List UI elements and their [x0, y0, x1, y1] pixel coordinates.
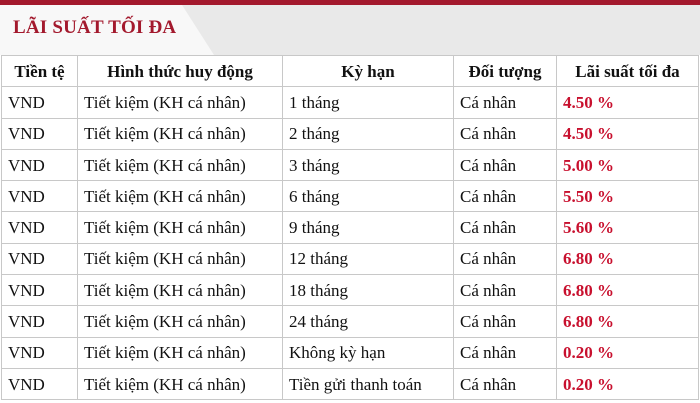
cell-currency: VND — [2, 181, 78, 212]
table-row — [2, 118, 699, 149]
cell-deposit-form: Tiết kiệm (KH cá nhân) — [78, 87, 283, 118]
cell-currency: VND — [2, 87, 78, 118]
cell-deposit-form: Tiết kiệm (KH cá nhân) — [78, 181, 283, 212]
cell-deposit-form: Tiết kiệm (KH cá nhân) — [78, 368, 283, 399]
table-row — [2, 275, 699, 306]
cell-currency: VND — [2, 306, 78, 337]
cell-max-rate: 5.00 % — [557, 149, 699, 180]
cell-term: 2 tháng — [283, 118, 454, 149]
cell-max-rate: 5.60 % — [557, 212, 699, 243]
cell-currency: VND — [2, 368, 78, 399]
column-header-customer-type: Đối tượng — [454, 56, 557, 87]
cell-deposit-form: Tiết kiệm (KH cá nhân) — [78, 118, 283, 149]
cell-max-rate: 6.80 % — [557, 306, 699, 337]
section-title: LÃI SUẤT TỐI ĐA — [13, 17, 177, 38]
interest-rate-table — [1, 55, 699, 400]
cell-max-rate: 5.50 % — [557, 181, 699, 212]
cell-max-rate: 4.50 % — [557, 87, 699, 118]
cell-currency: VND — [2, 275, 78, 306]
table-row — [2, 306, 699, 337]
cell-currency: VND — [2, 149, 78, 180]
table-row — [2, 87, 699, 118]
cell-term: Không kỳ hạn — [283, 337, 454, 368]
cell-max-rate: 0.20 % — [557, 337, 699, 368]
cell-term: 9 tháng — [283, 212, 454, 243]
cell-max-rate: 4.50 % — [557, 118, 699, 149]
cell-customer-type: Cá nhân — [454, 118, 557, 149]
cell-term: 18 tháng — [283, 275, 454, 306]
cell-term: 1 tháng — [283, 87, 454, 118]
cell-term: 6 tháng — [283, 181, 454, 212]
cell-term: Tiền gửi thanh toán — [283, 368, 454, 399]
table-row — [2, 337, 699, 368]
table-row — [2, 149, 699, 180]
cell-deposit-form: Tiết kiệm (KH cá nhân) — [78, 243, 283, 274]
cell-customer-type: Cá nhân — [454, 275, 557, 306]
cell-customer-type: Cá nhân — [454, 87, 557, 118]
cell-deposit-form: Tiết kiệm (KH cá nhân) — [78, 337, 283, 368]
table-row — [2, 368, 699, 399]
cell-term: 12 tháng — [283, 243, 454, 274]
column-header-currency: Tiền tệ — [2, 56, 78, 87]
cell-customer-type: Cá nhân — [454, 306, 557, 337]
cell-deposit-form: Tiết kiệm (KH cá nhân) — [78, 212, 283, 243]
cell-max-rate: 0.20 % — [557, 368, 699, 399]
cell-customer-type: Cá nhân — [454, 243, 557, 274]
column-header-term: Kỳ hạn — [283, 56, 454, 87]
table-row — [2, 243, 699, 274]
cell-term: 3 tháng — [283, 149, 454, 180]
cell-customer-type: Cá nhân — [454, 337, 557, 368]
cell-deposit-form: Tiết kiệm (KH cá nhân) — [78, 275, 283, 306]
cell-currency: VND — [2, 118, 78, 149]
column-header-max-rate: Lãi suất tối đa — [557, 56, 699, 87]
cell-deposit-form: Tiết kiệm (KH cá nhân) — [78, 306, 283, 337]
cell-customer-type: Cá nhân — [454, 149, 557, 180]
cell-customer-type: Cá nhân — [454, 181, 557, 212]
cell-customer-type: Cá nhân — [454, 212, 557, 243]
column-header-deposit-form: Hình thức huy động — [78, 56, 283, 87]
table-row — [2, 181, 699, 212]
cell-term: 24 tháng — [283, 306, 454, 337]
cell-max-rate: 6.80 % — [557, 275, 699, 306]
cell-currency: VND — [2, 337, 78, 368]
table-header-row — [2, 56, 699, 87]
cell-currency: VND — [2, 243, 78, 274]
cell-currency: VND — [2, 212, 78, 243]
table-row — [2, 212, 699, 243]
cell-customer-type: Cá nhân — [454, 368, 557, 399]
cell-max-rate: 6.80 % — [557, 243, 699, 274]
cell-deposit-form: Tiết kiệm (KH cá nhân) — [78, 149, 283, 180]
